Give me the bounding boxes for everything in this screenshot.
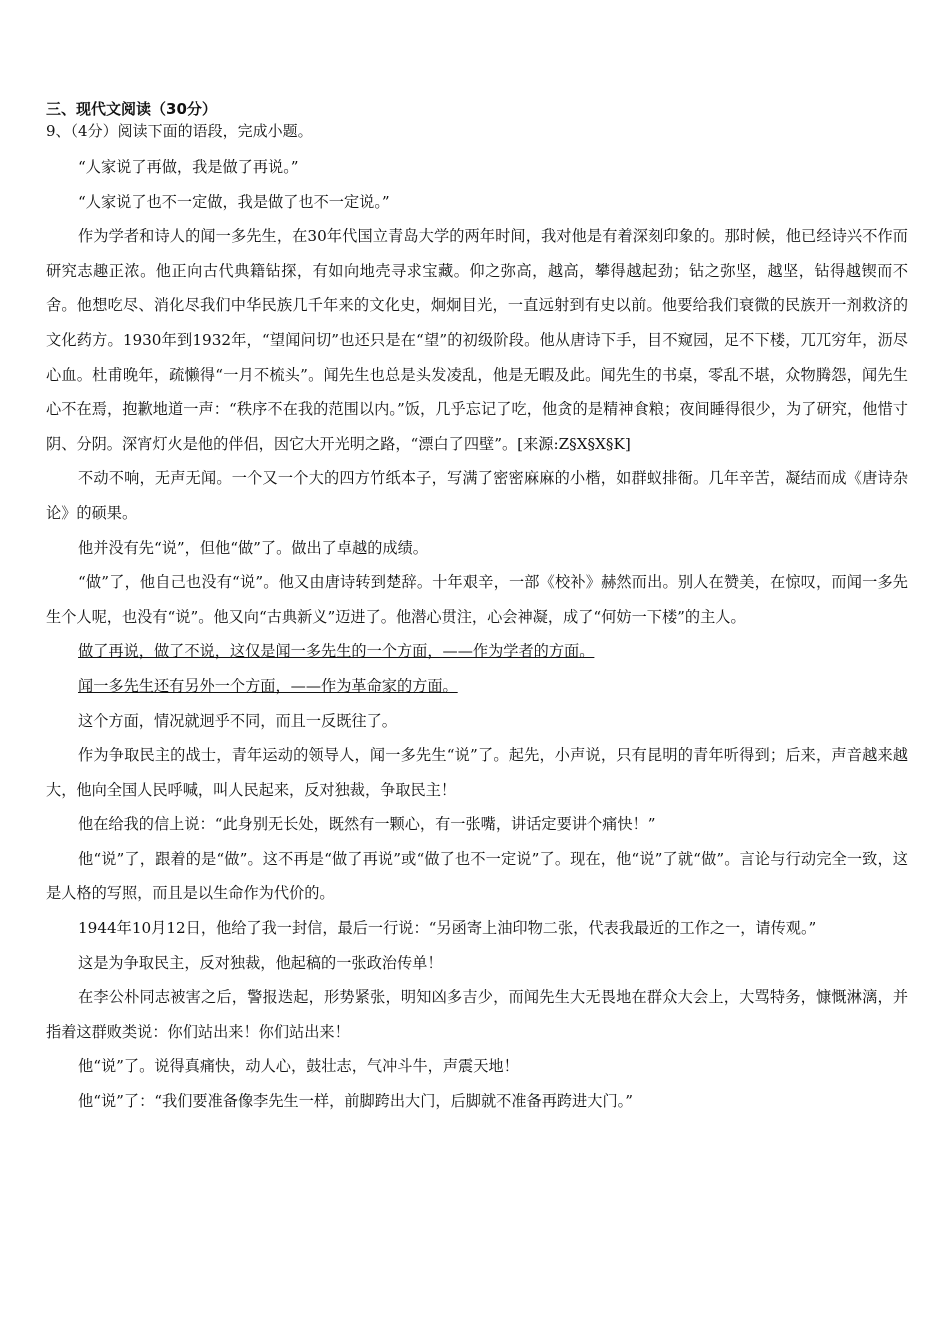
paragraph: 作为争取民主的战士，青年运动的领导人，闻一多先生“说”了。起先，小声说，只有昆明的青年听得到；后来，声音越来越大，他向全国人民呼喊，叫人民起来，反对独裁，争取民主！ — [46, 746, 908, 799]
paragraph: 他“说”了，跟着的是“做”。这不再是“做了再说”或“做了也不一定说”了。现在，他“说”了就“做”。言论与行动完全一致，这是人格的写照，而且是以生命作为代价的。 — [46, 849, 908, 903]
underlined-text: 闻一多先生还有另外一个方面，——作为革命家的方面。 — [78, 676, 458, 695]
paragraph: 不动不响，无声无闻。一个又一个大的四方竹纸本子，写满了密密麻麻的小楷，如群蚁排衙。几年辛苦，凝结而成《唐诗杂论》的硕果。 — [46, 469, 908, 522]
question-prompt: 9、（4分）阅读下面的语段，完成小题。 — [46, 122, 313, 140]
document-page — [46, 98, 908, 1119]
paragraph: “人家说了也不一定做，我是做了也不一定说。” — [78, 192, 390, 211]
underlined-paragraph — [46, 669, 908, 704]
paragraph: 他“说”了：“我们要准备像李先生一样，前脚跨出大门，后脚就不准备再跨进大门。” — [78, 1092, 634, 1111]
paragraph: 在李公朴同志被害之后，警报迭起，形势紧张，明知凶多吉少，而闻先生大无畏地在群众大会上，大骂特务，慷慨淋漓，并指着这群败类说：你们站出来！你们站出来！ — [46, 988, 908, 1041]
paragraph: “做”了，他自己也没有“说”。他又由唐诗转到楚辞。十年艰辛，一部《校补》赫然而出。别人在赞美，在惊叹，而闻一多先生个人呢，也没有“说”。他又向“古典新义”迈进了。他潜心贯注，心会神凝，成了“何妨一下楼”的主人。 — [46, 573, 908, 626]
paragraph: “人家说了再做，我是做了再说。” — [78, 158, 299, 176]
paragraph: 他在给我的信上说：“此身别无长处，既然有一颗心，有一张嘴，讲话定要讲个痛快！” — [78, 815, 656, 834]
underlined-paragraph — [46, 634, 908, 669]
paragraph: 1944年10月12日，他给了我一封信，最后一行说：“另函寄上油印物二张，代表我最近的工作之一，请传观。” — [78, 919, 817, 938]
paragraph: 这个方面，情况就迥乎不同，而且一反既往了。 — [78, 711, 397, 730]
section-title: 三、现代文阅读（30分） — [46, 100, 217, 118]
underlined-text: 做了再说，做了不说，这仅是闻一多先生的一个方面，——作为学者的方面。 — [78, 642, 595, 661]
paragraph: 他并没有先“说”，但他“做”了。做出了卓越的成绩。 — [78, 538, 428, 557]
paragraph: 这是为争取民主，反对独裁，他起稿的一张政治传单！ — [78, 953, 443, 972]
paragraph: 他“说”了。说得真痛快，动人心，鼓壮志，气冲斗牛，声震天地！ — [78, 1057, 519, 1076]
paragraph: 作为学者和诗人的闻一多先生，在30年代国立青岛大学的两年时间，我对他是有着深刻印象的。那时候，他已经诗兴不作而研究志趣正浓。他正向古代典籍钻探，有如向地壳寻求宝藏。仰之弥高，越高，攀得越起劲；钻之弥坚，越坚，钻得越锲而不舍。他想吃尽、消化尽我们中华民族几千年来的文化史，炯炯目光，一直远射到有史以前。他要给我们衰微的民族开一剂救济的文化药方。1930年到1932年，“望闻问切”也还只是在“望”的初级阶段。他从唐诗下手，目不窥园，足不下楼，兀兀穷年，沥尽心血。杜甫晚年，疏懒得“一月不梳头”。闻先生也总是头发凌乱，他是无暇及此。闻先生的书桌，零乱不堪，众物腾怨，闻先生心不在焉，抱歉地道一声：“秩序不在我的范围以内。”饭，几乎忘记了吃，他贪的是精神食粮；夜间睡得很少，为了研究，他惜寸阴、分阴。深宵灯火是他的伴侣，因它大开光明之路，“漂白了四壁”。[来源:Z§X§X§K] — [46, 227, 908, 453]
